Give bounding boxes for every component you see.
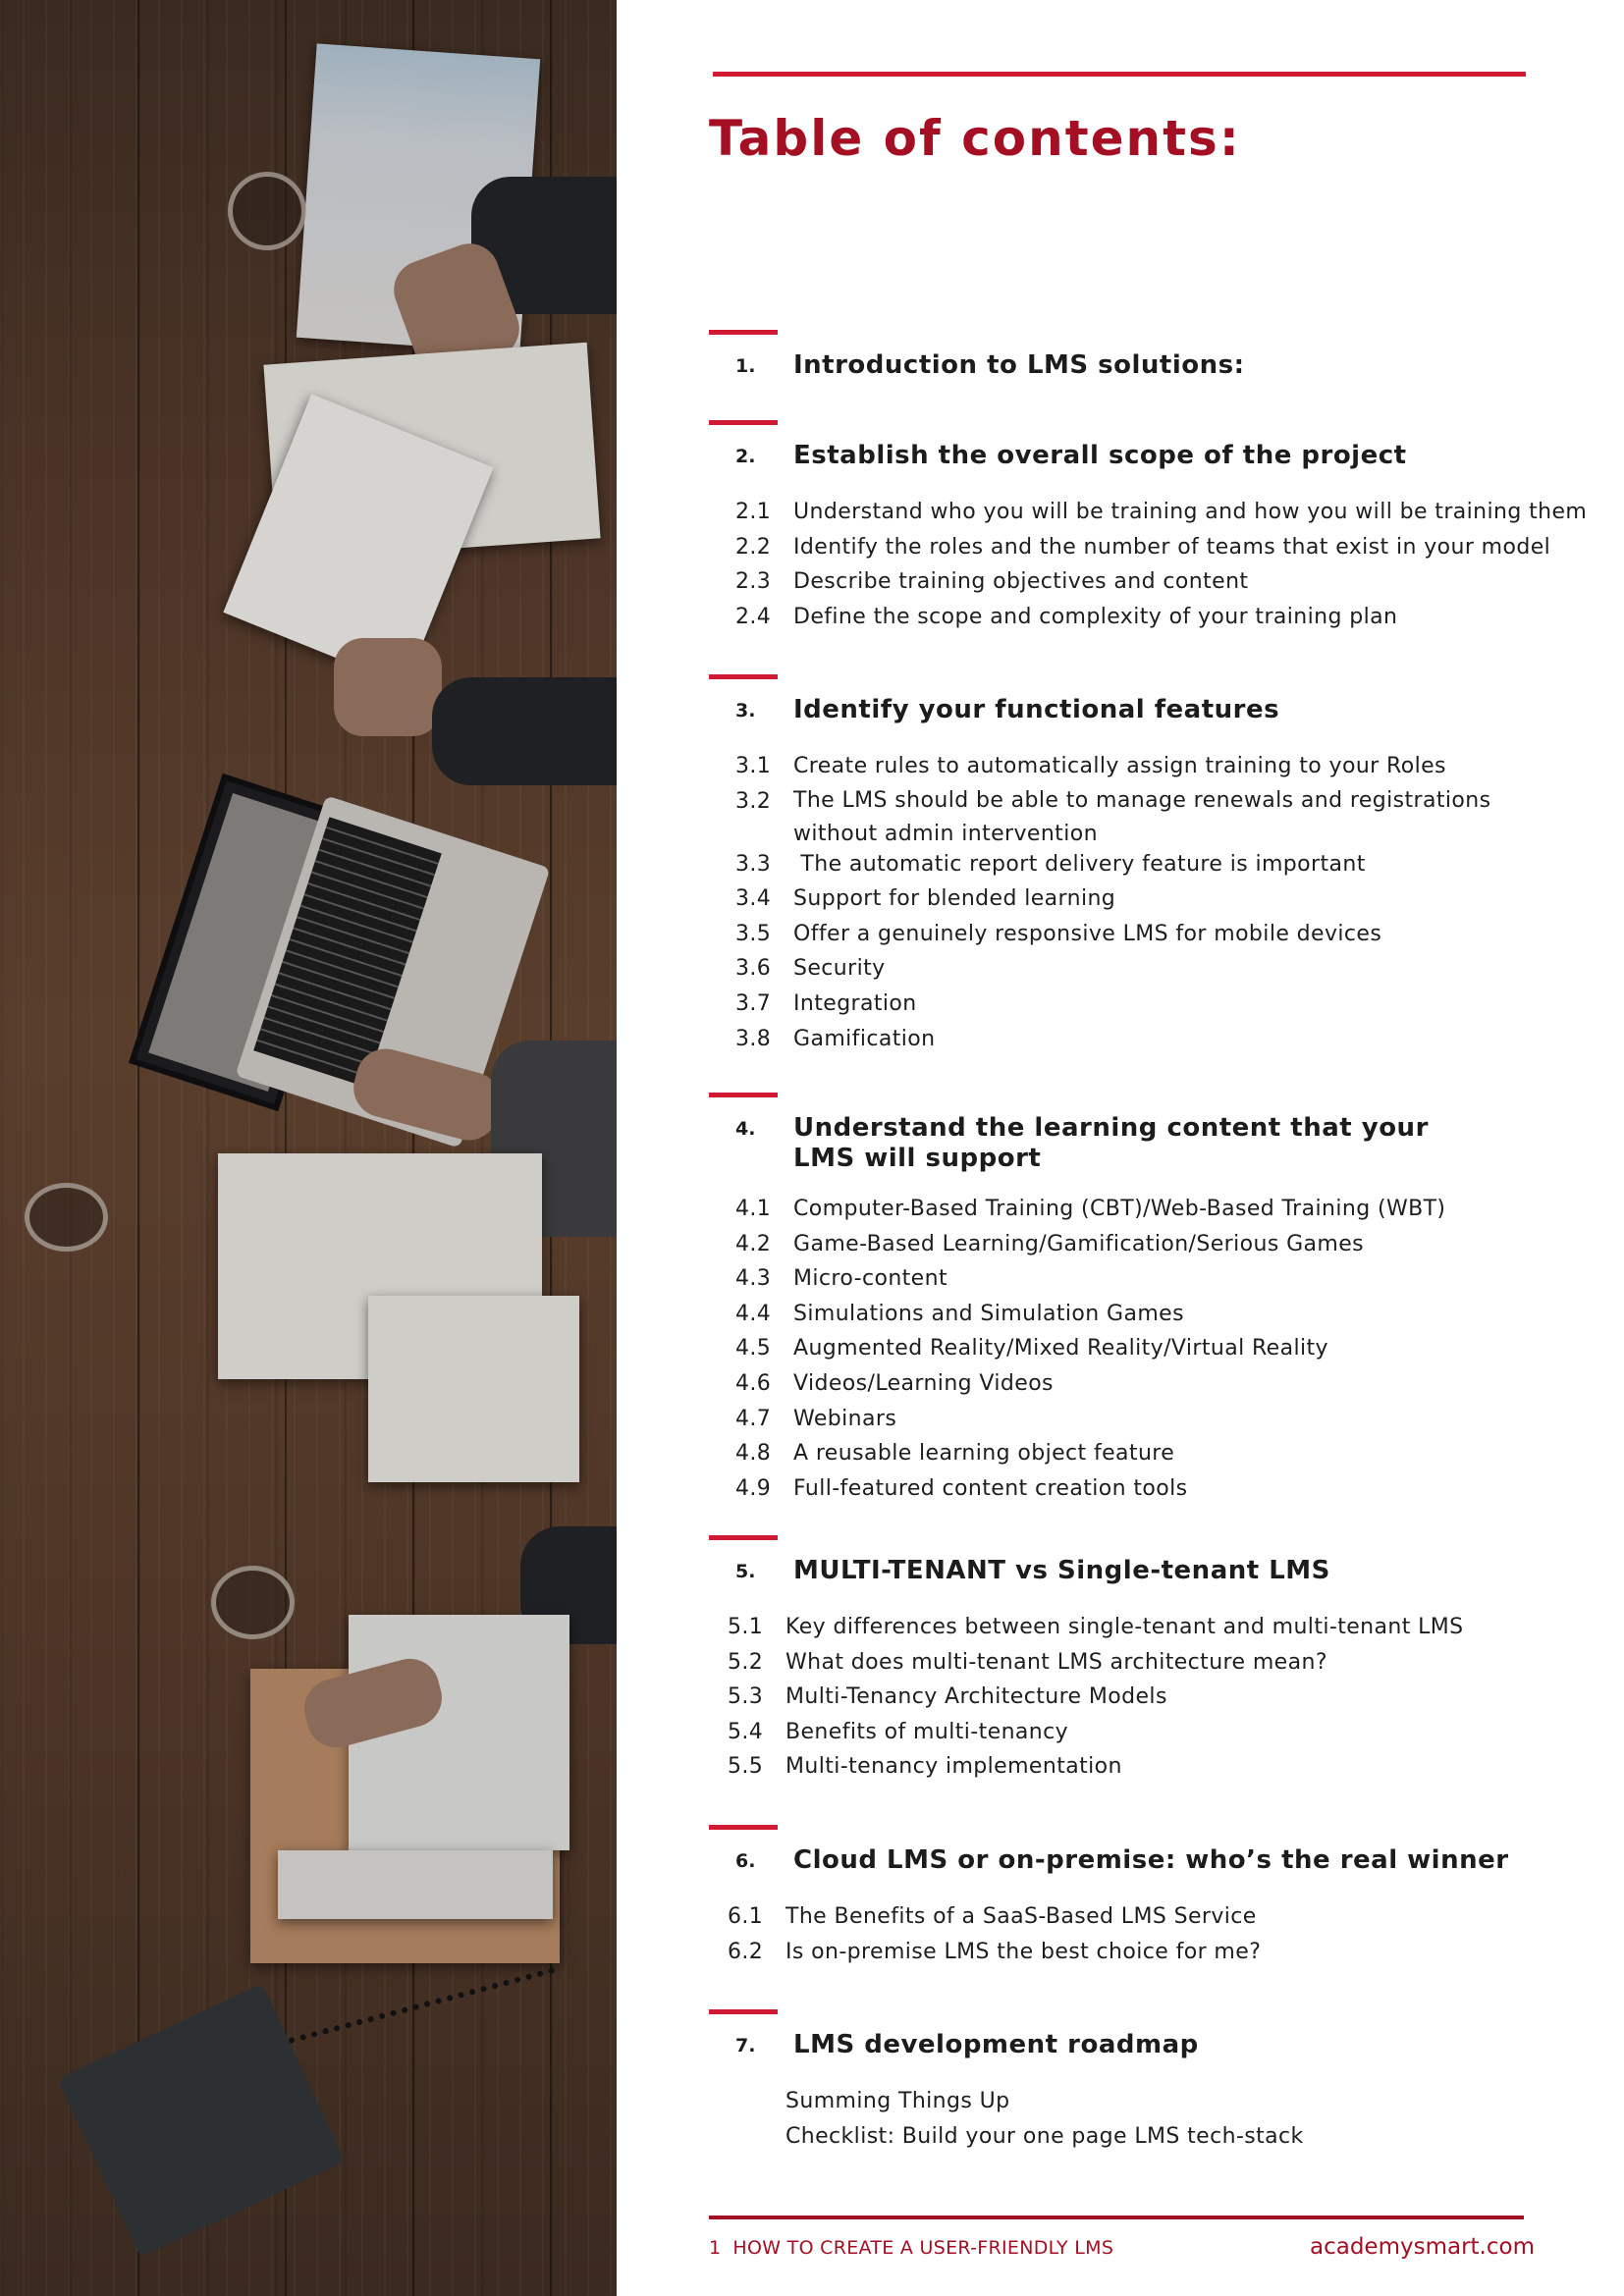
page-number: 1: [709, 2237, 722, 2259]
toc-item[interactable]: 4.2 Game-Based Learning/Gamification/Serious Games: [735, 1231, 1365, 1256]
section-title[interactable]: LMS development roadmap: [793, 2030, 1199, 2059]
toc-item[interactable]: 3.1 Create rules to automatically assign training to your Roles: [735, 754, 1446, 778]
section-number: 6.: [735, 1850, 756, 1872]
toc-item[interactable]: 3.5 Offer a genuinely responsive LMS for mobile devices: [735, 921, 1382, 946]
section-divider: [709, 1825, 778, 1830]
toc-section-6: [709, 1825, 1593, 1969]
section-divider: [709, 2009, 778, 2014]
toc-item[interactable]: 4.6 Videos/Learning Videos: [735, 1370, 1054, 1396]
toc-section-3: [709, 674, 1593, 1056]
section-number: 3.: [735, 700, 756, 721]
toc-item[interactable]: 3.4 Support for blended learning: [735, 886, 1116, 912]
section-title[interactable]: Identify your functional features: [793, 695, 1280, 724]
toc-item[interactable]: 4.9 Full-featured content creation tools: [735, 1475, 1188, 1501]
toc-item[interactable]: 4.5 Augmented Reality/Mixed Reality/Virtual Reality: [735, 1336, 1328, 1362]
toc-item[interactable]: 2.1 Understand who you will be training and how you will be training them: [735, 500, 1588, 524]
toc-item[interactable]: 3.6 Security: [735, 956, 886, 982]
section-number: 5.: [735, 1561, 756, 1582]
toc-item[interactable]: 3.3 The automatic report delivery feature is important: [735, 851, 1366, 877]
top-rule: [713, 72, 1526, 77]
section-divider: [709, 1093, 778, 1097]
section-divider: [709, 330, 778, 335]
section-divider: [709, 1535, 778, 1540]
toc-item[interactable]: Summing Things Up: [785, 2089, 1010, 2113]
toc-item[interactable]: 4.4 Simulations and Simulation Games: [735, 1301, 1184, 1326]
doc-title: HOW TO CREATE A USER-FRIENDLY LMS: [732, 2237, 1114, 2259]
toc-item[interactable]: 4.3 Micro-content: [735, 1266, 947, 1292]
section-title[interactable]: Introduction to LMS solutions:: [793, 350, 1245, 380]
toc-item[interactable]: 2.2 Identify the roles and the number of teams that exist in your model: [735, 534, 1551, 560]
toc-item[interactable]: 4.7 Webinars: [735, 1406, 897, 1431]
toc-section-2: [709, 420, 1593, 634]
footer-rule: [709, 2216, 1524, 2219]
toc-item[interactable]: 6.1 The Benefits of a SaaS-Based LMS Service: [728, 1904, 1257, 1929]
toc-item[interactable]: 5.3 Multi-Tenancy Architecture Models: [728, 1684, 1167, 1710]
toc-section-5: [709, 1535, 1593, 1785]
section-divider: [709, 420, 778, 425]
toc-item[interactable]: 5.4 Benefits of multi-tenancy: [728, 1719, 1069, 1744]
toc-section-4: [709, 1093, 1593, 1506]
toc-section-1[interactable]: [709, 330, 1593, 381]
toc-item[interactable]: 4.8 A reusable learning object feature: [735, 1441, 1175, 1467]
section-number: 1.: [735, 355, 756, 377]
footer-doc-title: [709, 2237, 1113, 2259]
toc-item[interactable]: 3.2 The LMS should be able to manage renewals and registrations without admin intervention: [735, 787, 1491, 846]
section-title[interactable]: Establish the overall scope of the project: [793, 441, 1407, 470]
toc-item[interactable]: 5.5 Multi-tenancy implementation: [728, 1754, 1122, 1780]
toc-item[interactable]: 5.1 Key differences between single-tenant and multi-tenant LMS: [728, 1615, 1464, 1639]
toc-item[interactable]: 4.1 Computer-Based Training (CBT)/Web-Based Training (WBT): [735, 1197, 1446, 1221]
toc-item[interactable]: 3.7 Integration: [735, 990, 917, 1016]
toc-item[interactable]: Checklist: Build your one page LMS tech-stack: [785, 2123, 1304, 2149]
section-title[interactable]: Understand the learning content that your LMS will support: [793, 1113, 1429, 1173]
section-title[interactable]: Cloud LMS or on-premise: who’s the real winner: [793, 1845, 1509, 1875]
toc-item[interactable]: 2.3 Describe training objectives and content: [735, 569, 1249, 595]
section-number: 2.: [735, 446, 756, 467]
footer-website-link[interactable]: academysmart.com: [1310, 2234, 1535, 2260]
section-number: 4.: [735, 1118, 756, 1140]
toc-item[interactable]: 5.2 What does multi-tenant LMS architecture mean?: [728, 1649, 1327, 1675]
toc-item[interactable]: 3.8 Gamification: [735, 1026, 936, 1051]
toc-item[interactable]: 6.2 Is on-premise LMS the best choice for me?: [728, 1939, 1262, 1964]
section-divider: [709, 674, 778, 679]
page-title: Table of contents:: [709, 110, 1241, 167]
section-number: 7.: [735, 2035, 756, 2056]
desk-photo: [0, 0, 617, 2296]
toc-item[interactable]: 2.4 Define the scope and complexity of your training plan: [735, 604, 1398, 629]
toc-section-7: [709, 2009, 1593, 2154]
section-title[interactable]: MULTI-TENANT vs Single-tenant LMS: [793, 1556, 1330, 1585]
